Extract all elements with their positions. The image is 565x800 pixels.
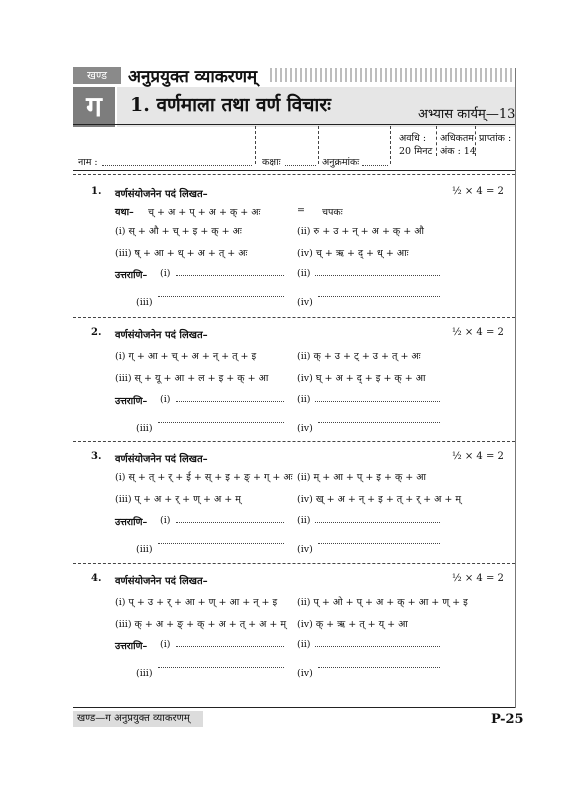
answer-field[interactable] — [158, 543, 284, 544]
divider — [73, 441, 515, 442]
question-item: (iv) क् + ऋ + त् + य् + आ — [297, 619, 408, 630]
max-marks-value: अंक : 14 — [440, 146, 476, 157]
footer-divider — [73, 707, 515, 708]
example-equals: = — [297, 205, 305, 216]
answer-item-label: (iv) — [297, 297, 313, 308]
answer-label: उत्तराणि– — [115, 270, 148, 281]
answer-field[interactable] — [315, 646, 440, 647]
answer-field[interactable] — [158, 422, 284, 423]
answer-label: उत्तराणि– — [115, 517, 148, 528]
answer-item-label: (iii) — [136, 668, 153, 679]
answer-item-label: (i) — [160, 639, 171, 650]
question-item: (iv) घ् + अ + द् + इ + क् + आ — [297, 373, 426, 384]
answer-field[interactable] — [158, 667, 284, 668]
question-item: (ii) म् + आ + प् + इ + क् + आ — [297, 472, 426, 483]
worksheet-label: अभ्यास कार्यम्—13 — [418, 107, 516, 122]
question-marks: ½ × 4 = 2 — [452, 327, 504, 338]
answer-field[interactable] — [318, 422, 440, 423]
answer-field[interactable] — [318, 296, 440, 297]
answer-field[interactable] — [176, 522, 284, 523]
answer-item-label: (ii) — [297, 515, 311, 526]
class-field[interactable] — [285, 165, 316, 166]
divider — [73, 317, 515, 318]
max-marks-label: अधिकतम — [440, 133, 474, 144]
divider — [73, 170, 515, 171]
answer-field[interactable] — [158, 296, 284, 297]
example-label: यथा– — [115, 207, 134, 218]
question-item: (i) स् + औ + च् + इ + क् + अः — [115, 226, 242, 237]
answer-label: उत्तराणि– — [115, 396, 148, 407]
question-item: (i) ग् + आ + च् + अ + न् + त् + इ — [115, 351, 257, 362]
answer-item-label: (i) — [160, 515, 171, 526]
question-item: (iii) ष् + आ + ध् + अ + त् + अः — [115, 248, 248, 259]
time-label: अवधि : — [399, 133, 427, 144]
question-heading: वर्णसंयोजनेन पदं लिखत– — [115, 189, 208, 200]
answer-field[interactable] — [176, 646, 284, 647]
question-number: 4. — [91, 573, 102, 584]
divider — [255, 126, 256, 164]
question-marks: ½ × 4 = 2 — [452, 186, 504, 197]
obtained-marks-label: प्राप्तांक : — [479, 133, 512, 144]
question-marks: ½ × 4 = 2 — [452, 451, 504, 462]
divider — [73, 124, 515, 125]
section-tab: खण्ड — [73, 67, 121, 84]
divider — [390, 126, 391, 164]
question-item: (iii) क् + अ + ङ् + क् + अ + त् + अ + म् — [115, 619, 287, 630]
answer-item-label: (ii) — [297, 639, 311, 650]
question-item: (i) स् + त् + र् + ई + स् + इ + ङ् + ग् + अः — [115, 472, 293, 483]
divider — [318, 126, 319, 164]
question-marks: ½ × 4 = 2 — [452, 573, 504, 584]
question-item: (ii) क् + उ + ट् + उ + त् + अः — [297, 351, 421, 362]
question-number: 3. — [91, 451, 102, 462]
name-label: नाम : — [78, 157, 98, 168]
answer-field[interactable] — [315, 401, 440, 402]
question-item: (i) प् + उ + र् + आ + ण् + आ + न् + इ — [115, 597, 278, 608]
answer-item-label: (i) — [160, 394, 171, 405]
divider — [73, 563, 515, 564]
answer-item-label: (ii) — [297, 394, 311, 405]
answer-item-label: (iv) — [297, 544, 313, 555]
divider — [73, 174, 515, 175]
question-item: (iv) च् + ऋ + द् + ध् + आः — [297, 248, 409, 259]
name-field[interactable] — [102, 165, 252, 166]
chapter-title: 1. वर्णमाला तथा वर्ण विचारः — [130, 94, 331, 116]
footer-section-label: खण्ड—ग अनुप्रयुक्त व्याकरणम् — [73, 711, 203, 727]
answer-field[interactable] — [315, 522, 440, 523]
question-item: (iii) प् + अ + र् + ण् + अ + म् — [115, 494, 241, 505]
question-item: (ii) प् + ओ + प् + अ + क् + आ + ण् + इ — [297, 597, 468, 608]
section-letter-box: ग — [73, 87, 115, 127]
answer-field[interactable] — [176, 275, 284, 276]
answer-item-label: (ii) — [297, 268, 311, 279]
answer-item-label: (i) — [160, 268, 171, 279]
question-item: (iv) ख् + अ + न् + इ + त् + र् + अ + म् — [297, 494, 462, 505]
question-heading: वर्णसंयोजनेन पदं लिखत– — [115, 454, 208, 465]
answer-item-label: (iii) — [136, 297, 153, 308]
example-answer: चपकः — [322, 207, 343, 218]
question-heading: वर्णसंयोजनेन पदं लिखत– — [115, 330, 208, 341]
roll-field[interactable] — [362, 165, 388, 166]
hatch-decoration — [270, 68, 515, 82]
answer-item-label: (iii) — [136, 423, 153, 434]
question-number: 1. — [91, 186, 102, 197]
section-title: अनुप्रयुक्त व्याकरणम् — [128, 67, 258, 87]
divider — [436, 126, 437, 156]
answer-field[interactable] — [176, 401, 284, 402]
class-label: कक्षाः — [262, 157, 281, 168]
question-item: (ii) रु + उ + न् + अ + क् + औ — [297, 226, 424, 237]
roll-label: अनुक्रमांकः — [322, 157, 360, 168]
answer-item-label: (iv) — [297, 423, 313, 434]
page-number: P-25 — [491, 712, 524, 727]
question-heading: वर्णसंयोजनेन पदं लिखत– — [115, 576, 208, 587]
answer-field[interactable] — [318, 543, 440, 544]
answer-item-label: (iii) — [136, 544, 153, 555]
question-item: (iii) स् + यू + आ + ल + इ + क् + आ — [115, 373, 269, 384]
question-number: 2. — [91, 327, 102, 338]
example-equation: च् + अ + प् + अ + क् + अः — [148, 207, 261, 218]
answer-item-label: (iv) — [297, 668, 313, 679]
time-value: 20 मिनट — [399, 146, 433, 157]
page-border — [515, 68, 516, 708]
answer-field[interactable] — [315, 275, 440, 276]
answer-field[interactable] — [318, 667, 440, 668]
answer-label: उत्तराणि– — [115, 641, 148, 652]
